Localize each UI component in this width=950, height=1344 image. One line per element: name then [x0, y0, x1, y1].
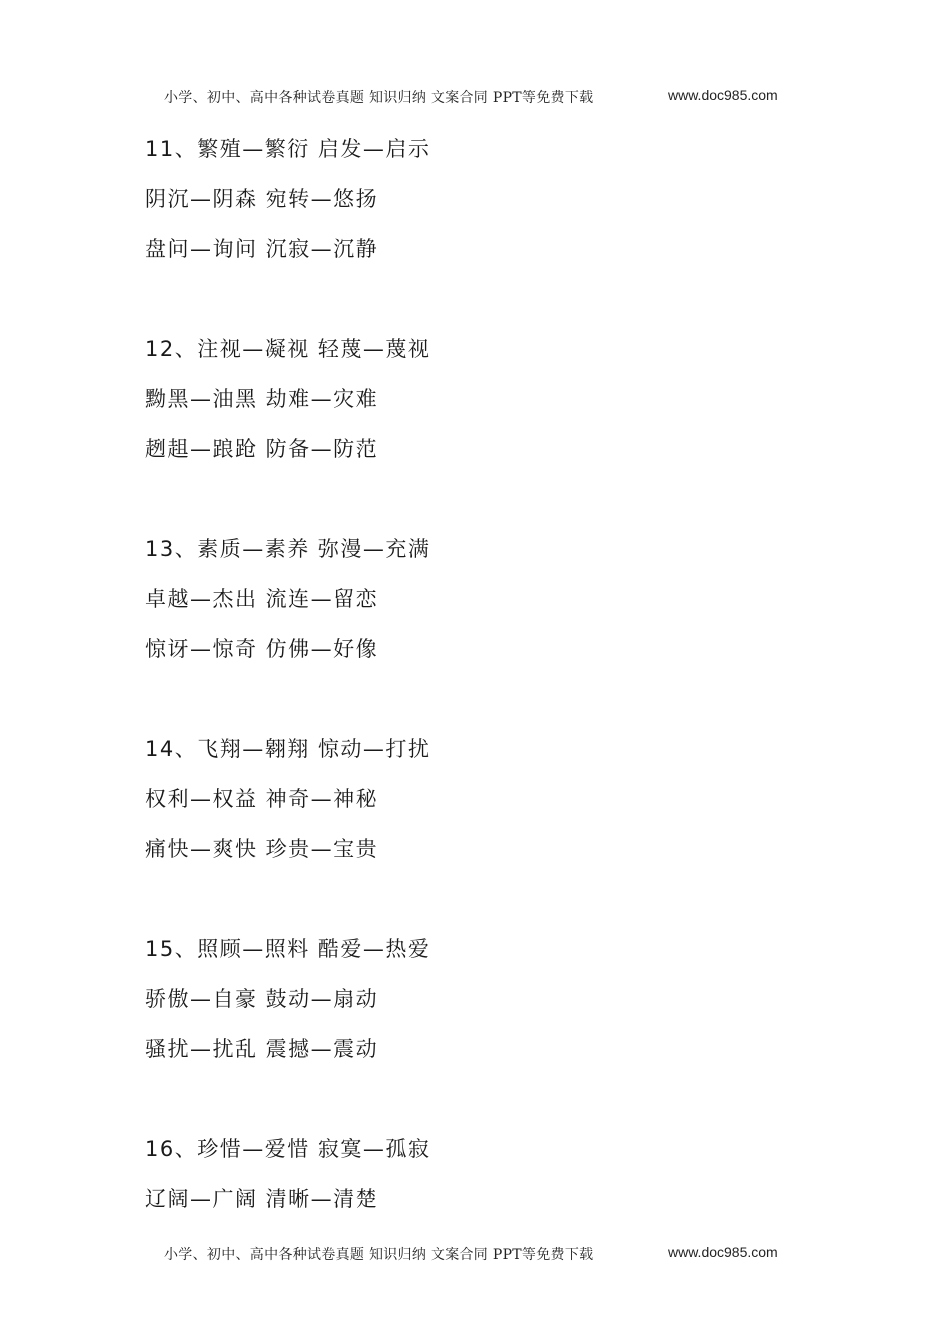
word-group-15 — [145, 930, 845, 1080]
word-group-16 — [145, 1130, 845, 1230]
word-line: 13、素质—素养 弥漫—充满 — [145, 537, 431, 561]
word-line: 阴沉—阴森 宛转—悠扬 — [145, 187, 379, 211]
footer-text: 小学、初中、高中各种试卷真题 知识归纳 文案合同 PPT等免费下载 — [164, 1247, 594, 1263]
word-line: 骚扰—扰乱 震撼—震动 — [145, 1037, 379, 1061]
header-text: 小学、初中、高中各种试卷真题 知识归纳 文案合同 PPT等免费下载 — [164, 90, 594, 106]
word-list — [145, 130, 845, 1230]
word-line: 辽阔—广阔 清晰—清楚 — [145, 1187, 379, 1211]
word-line: 黝黑—油黑 劫难—灾难 — [145, 387, 379, 411]
word-line: 骄傲—自豪 鼓动—扇动 — [145, 987, 379, 1011]
word-line: 15、照顾—照料 酷爱—热爱 — [145, 937, 431, 961]
word-line: 痛快—爽快 珍贵—宝贵 — [145, 837, 379, 861]
word-group-11 — [145, 130, 845, 280]
word-group-14 — [145, 730, 845, 880]
word-line: 14、飞翔—翱翔 惊动—打扰 — [145, 737, 431, 761]
word-line: 11、繁殖—繁衍 启发—启示 — [145, 137, 431, 161]
word-group-13 — [145, 530, 845, 680]
footer-url-link[interactable]: www.doc985.com — [668, 1244, 778, 1260]
word-line: 16、珍惜—爱惜 寂寞—孤寂 — [145, 1137, 431, 1161]
header-url-link[interactable]: www.doc985.com — [668, 87, 778, 103]
word-group-12 — [145, 330, 845, 480]
word-line: 权利—权益 神奇—神秘 — [145, 787, 379, 811]
word-line: 盘问—询问 沉寂—沉静 — [145, 237, 379, 261]
word-line: 卓越—杰出 流连—留恋 — [145, 587, 379, 611]
word-line: 12、注视—凝视 轻蔑—蔑视 — [145, 337, 431, 361]
word-line: 惊讶—惊奇 仿佛—好像 — [145, 637, 379, 661]
word-line: 趔趄—踉跄 防备—防范 — [145, 437, 379, 461]
